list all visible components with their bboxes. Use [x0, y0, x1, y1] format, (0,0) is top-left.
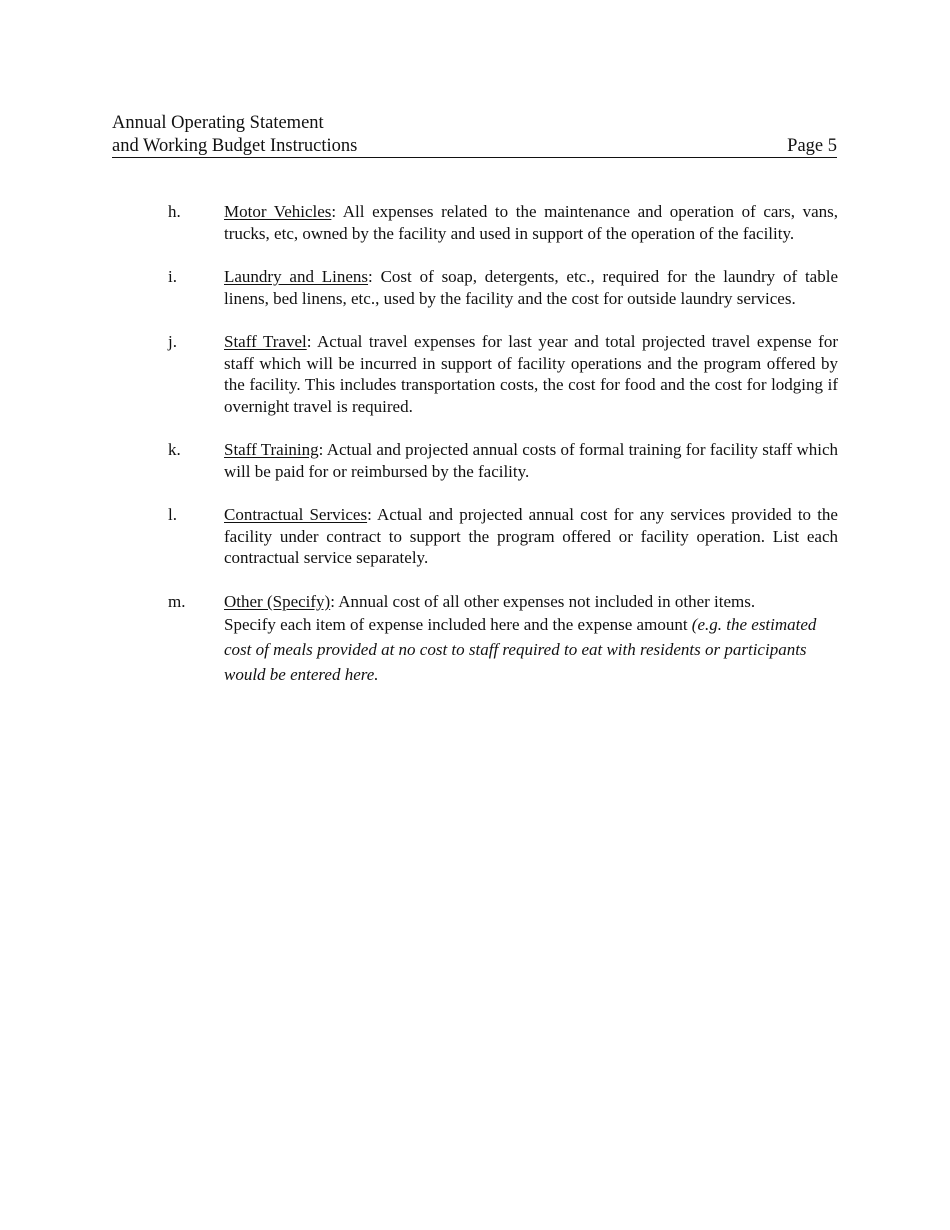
item-description: : Annual cost of all other expenses not included in other items.: [330, 591, 756, 611]
item-body: [224, 266, 838, 309]
header-title-line2: and Working Budget Instructions: [112, 136, 358, 156]
item-letter: i.: [168, 267, 177, 286]
item-term: Motor Vehicles: [224, 202, 332, 221]
item-description-plain: Specify each item of expense included here and the expense amount: [224, 615, 692, 634]
item-continuation: [224, 612, 838, 687]
list-item-other-specify: [168, 591, 838, 688]
list-item-contractual-services: [168, 504, 838, 569]
item-term: Other (Specify): [224, 591, 331, 611]
list-item-laundry-linens: [168, 266, 838, 309]
header-row: [112, 135, 837, 158]
item-term: Staff Training: [224, 440, 319, 459]
item-term: Laundry and Linens: [224, 267, 369, 286]
item-body: [224, 591, 838, 688]
item-body: [224, 439, 838, 482]
item-description: : Actual and projected annual costs of formal training for facility staff which will be paid for or reimbursed by the facility.: [224, 440, 838, 481]
item-letter: k.: [168, 440, 181, 459]
list-item-staff-training: [168, 439, 838, 482]
item-body: [224, 504, 838, 569]
item-letter: l.: [168, 505, 177, 524]
item-letter: j.: [168, 332, 177, 351]
item-letter: m.: [168, 591, 186, 611]
item-first-line: [224, 591, 838, 613]
item-description-italic: (e.g. the estimated cost of meals provided at no cost to staff required to eat with residents or participants would be entered here.: [224, 615, 817, 684]
item-description: : Actual and projected annual cost for any services provided to the facility under contract to support the program offered or facility operation. List each contractual service separately.: [224, 505, 838, 567]
header-title-line1: Annual Operating Statement: [112, 113, 324, 133]
item-body: [224, 331, 838, 417]
list-item-motor-vehicles: [168, 201, 838, 244]
item-term: Contractual Services: [224, 505, 368, 524]
item-letter: h.: [168, 202, 181, 221]
page-number: Page 5: [787, 136, 837, 156]
list-item-staff-travel: [168, 331, 838, 417]
item-description: : All expenses related to the maintenance and operation of cars, vans, trucks, etc, owned by the facility and used in support of the operation of the facility.: [224, 202, 838, 243]
item-description: : Actual travel expenses for last year and total projected travel expense for staff which will be incurred in support of facility operations and the program offered by the facility. This includes transportation costs, the cost for food and the cost for lodging if overnight travel is required.: [224, 332, 839, 416]
expense-item-list: [168, 201, 838, 709]
item-body: [224, 201, 838, 244]
page-header: [112, 112, 837, 158]
item-description: : Cost of soap, detergents, etc., required for the laundry of table linens, bed linens, etc., used by the facility and the cost for outside laundry services.: [224, 267, 838, 308]
item-term: Staff Travel: [224, 332, 307, 351]
